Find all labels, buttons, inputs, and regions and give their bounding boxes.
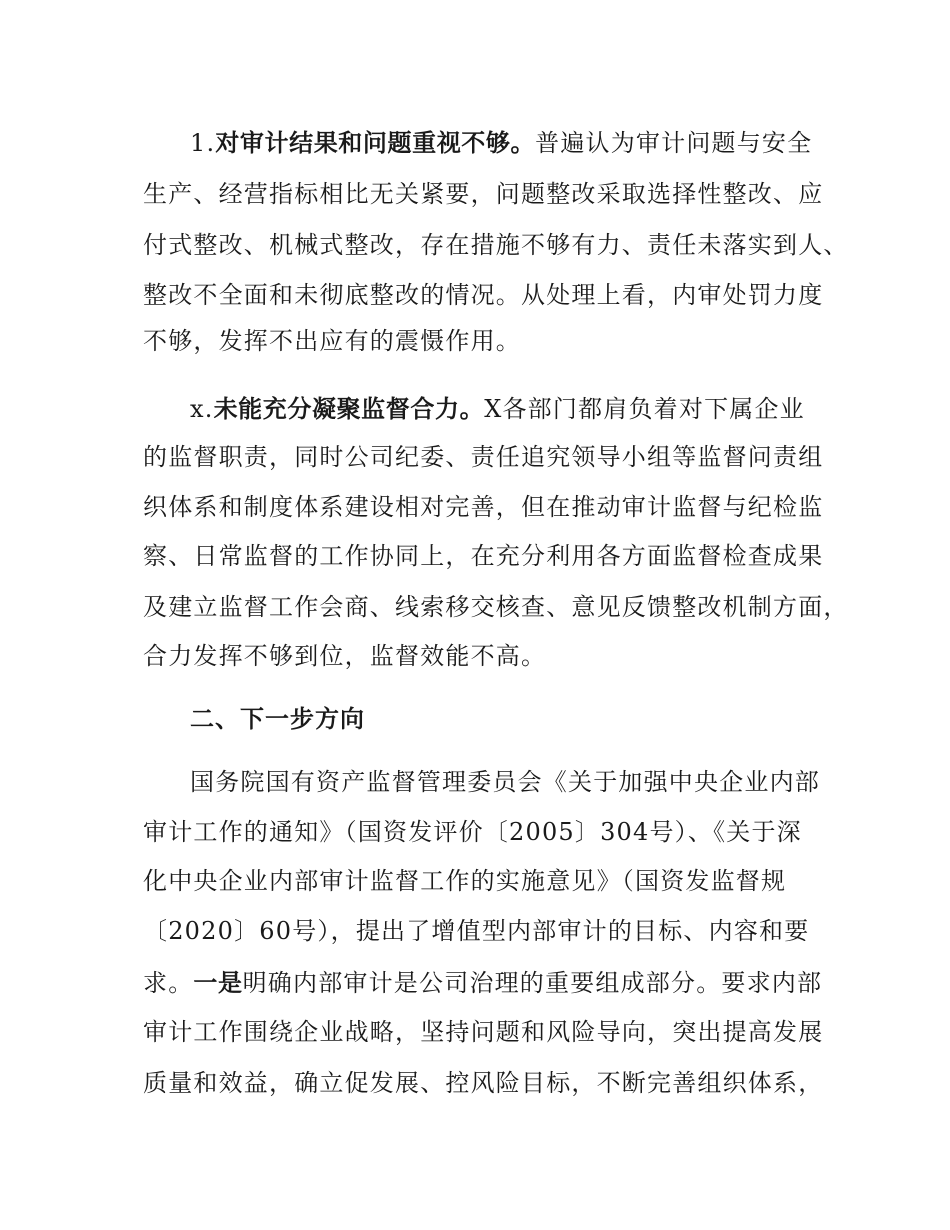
para2-heading: 未能充分凝聚监督合力。 xyxy=(213,395,485,423)
para3-line-3: 化中央企业内部审计监督工作的实施意见》（国资发监督规 xyxy=(143,867,787,895)
para3-line-7: 质量和效益，确立促发展、控风险目标，不断完善组织体系， xyxy=(143,1069,824,1097)
para1-number: 1. xyxy=(190,129,216,157)
para1-line-1 xyxy=(190,128,812,158)
para3-line5-rest: 明确内部审计是公司治理的重要组成部分。要求内部 xyxy=(242,969,823,997)
para3-line-4: 〔2020〕60号），提出了增值型内部审计的目标、内容和要 xyxy=(143,917,810,945)
para3-line-2: 审计工作的通知》（国资发评价〔2005〕304号）、《关于深 xyxy=(143,818,802,846)
para1-heading: 对审计结果和问题重视不够。 xyxy=(215,129,536,157)
para2-line-6: 合力发挥不够到位，监督效能不高。 xyxy=(143,642,547,670)
para1-line-3: 付式整改、机械式整改，存在措施不够有力、责任未落实到人、 xyxy=(143,231,849,259)
para2-line-4: 察、日常监督的工作协同上，在充分利用各方面监督检查成果 xyxy=(143,542,824,570)
para2-line-5: 及建立监督工作会商、线索移交核查、意见反馈整改机制方面， xyxy=(143,593,849,621)
para3-line5-prefix: 求。 xyxy=(143,969,194,997)
para2-line-3: 织体系和制度体系建设相对完善，但在推动审计监督与纪检监 xyxy=(143,493,824,521)
para3-line-6: 审计工作围绕企业战略，坚持问题和风险导向，突出提高发展 xyxy=(143,1018,824,1046)
para1-line-2: 生产、经营指标相比无关紧要，问题整改采取选择性整改、应 xyxy=(143,180,824,208)
para1-text-1: 普遍认为审计问题与安全 xyxy=(535,129,813,157)
para3-line-1: 国务院国有资产监督管理委员会《关于加强中央企业内部 xyxy=(190,768,820,796)
para1-line-5: 不够，发挥不出应有的震慑作用。 xyxy=(143,327,521,355)
section-heading: 二、下一步方向 xyxy=(190,705,365,733)
para3-line-5 xyxy=(143,968,822,998)
para2-text-1: X各部门都肩负着对下属企业 xyxy=(484,395,805,423)
para2-line-2: 的监督职责，同时公司纪委、责任追究领导小组等监督问责组 xyxy=(143,443,824,471)
para3-line5-bold: 一是 xyxy=(193,969,243,997)
para2-line-1 xyxy=(190,394,805,424)
para2-number: x. xyxy=(190,395,214,423)
para1-line-4: 整改不全面和未彻底整改的情况。从处理上看，内审处罚力度 xyxy=(143,281,824,309)
